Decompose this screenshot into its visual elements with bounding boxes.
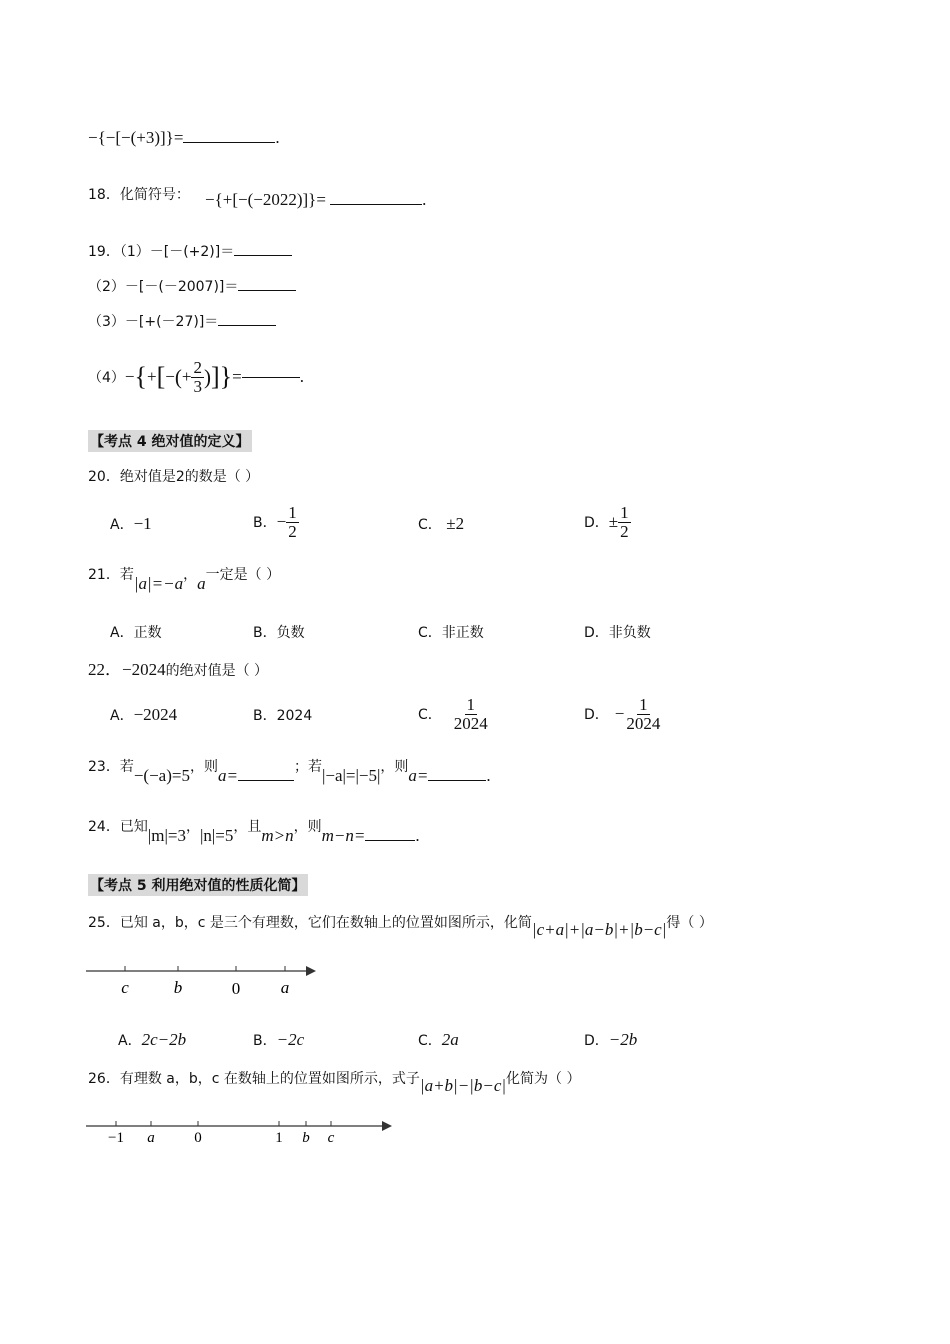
- q19-part-2: （2）－[－(－2007)]＝: [88, 276, 296, 296]
- q26-label-1: 1: [275, 1130, 283, 1146]
- q25-option-b[interactable]: B．−2c: [253, 1030, 305, 1049]
- q21-stem: 21．若|a|=−a，a一定是（ ）: [88, 567, 281, 593]
- q25-label-c: c: [121, 978, 129, 997]
- q19-part-3: （3）－[+(－27)]＝: [88, 311, 276, 331]
- q20-option-b[interactable]: B． − $\frac{1}{2}$: [253, 502, 297, 541]
- q26-number-line: [86, 1116, 406, 1148]
- q20-option-a[interactable]: A．−1: [110, 514, 152, 533]
- q19-part1-blank[interactable]: [234, 254, 292, 256]
- q25-stem: 25．已知 a，b，c 是三个有理数，它们在数轴上的位置如图所示，化简|c+a|+|a−b|+|b−c|得（ ）: [88, 915, 713, 939]
- q20-option-c[interactable]: C． ±2: [418, 514, 465, 533]
- section-heading-5: 【考点 5 利用绝对值的性质化简】: [88, 874, 308, 896]
- q25-option-d[interactable]: D．−2b: [584, 1030, 638, 1049]
- q21-option-a[interactable]: A．正数: [110, 625, 162, 641]
- q22-option-a[interactable]: A．−2024: [110, 705, 178, 724]
- q22-option-d[interactable]: D． − $\frac{1}{2024}$: [584, 694, 661, 733]
- q25-number-line: [86, 958, 326, 1000]
- q25-label-a: a: [280, 978, 290, 997]
- q17-answer-blank[interactable]: [183, 141, 275, 143]
- q19-part3-blank[interactable]: [218, 324, 276, 326]
- q21-option-c[interactable]: C．非正数: [418, 625, 484, 641]
- q24-stem: 24．已知|m|=3，|n|=5，且m>n，则m−n= .: [88, 819, 420, 845]
- q19-part2-blank[interactable]: [238, 289, 296, 291]
- q25-axis-arrow: [306, 966, 316, 976]
- q26-label-a: a: [147, 1130, 155, 1146]
- q25-label-0: 0: [231, 979, 241, 998]
- q20-stem: 20．绝对值是2的数是（ ）: [88, 469, 260, 485]
- q23-blank-2[interactable]: [428, 779, 486, 781]
- q19-part-1: 19．（1）－[－(+2)]＝: [88, 241, 292, 261]
- q18-answer-blank[interactable]: [330, 203, 422, 205]
- q25-option-a[interactable]: A．2c−2b: [118, 1030, 187, 1049]
- q22-option-b[interactable]: B．2024: [253, 708, 313, 724]
- q26-label-b: b: [302, 1130, 310, 1146]
- q19-part-4: （4） − { + [ − ( + $\frac{2}{3}$ ) ] } = .: [88, 357, 304, 396]
- q21-option-b[interactable]: B．负数: [253, 625, 305, 641]
- q21-option-d[interactable]: D．非负数: [584, 625, 651, 641]
- q22-option-c[interactable]: C． $\frac{1}{2024}$: [418, 694, 488, 733]
- q26-label-neg1: −1: [108, 1130, 124, 1146]
- q23-stem: 23．若−(−a)=5，则a= ；若|−a|=|−5|，则a= .: [88, 759, 491, 785]
- q17-expression: −{−[−(+3)]}= .: [88, 128, 280, 147]
- q26-stem: 26．有理数 a，b，c 在数轴上的位置如图所示，式子|a+b|−|b−c|化简为（ ）: [88, 1071, 581, 1095]
- q25-option-c[interactable]: C．2a: [418, 1030, 459, 1049]
- q18-question: 18．化简符号：: [88, 187, 190, 203]
- q26-axis-arrow: [382, 1121, 392, 1131]
- q26-label-c: c: [327, 1130, 335, 1146]
- q23-blank-1[interactable]: [238, 779, 294, 781]
- q22-stem: 22．−2024的绝对值是（ ）: [88, 660, 269, 679]
- q18-expression: −{+[−(−2022)]}= .: [205, 190, 427, 209]
- q24-blank[interactable]: [365, 839, 415, 841]
- section-heading-4: 【考点 4 绝对值的定义】: [88, 430, 252, 452]
- q19-part4-blank[interactable]: [242, 376, 300, 378]
- q25-label-b: b: [173, 978, 183, 997]
- q19-fraction: $\frac{2}{3}$: [193, 357, 202, 396]
- q26-label-0: 0: [194, 1130, 202, 1146]
- q20-option-d[interactable]: D． ± $\frac{1}{2}$: [584, 502, 629, 541]
